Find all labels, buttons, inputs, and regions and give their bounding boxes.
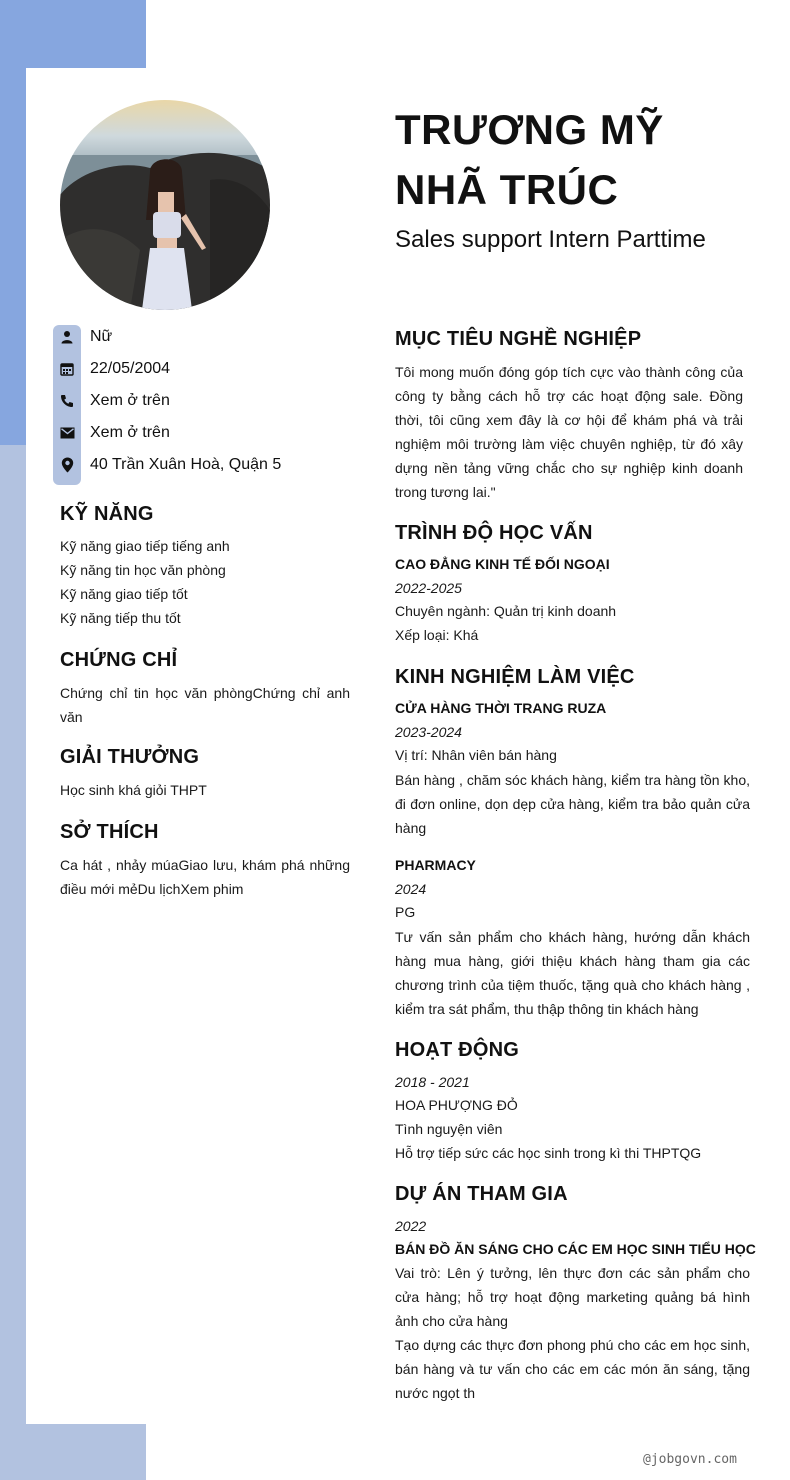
location-icon xyxy=(53,449,81,481)
birthday-value: 22/05/2004 xyxy=(90,360,171,377)
job-title: Sales support Intern Parttime xyxy=(395,226,706,253)
skill-item: Kỹ năng tin học văn phòng xyxy=(60,562,226,578)
hobbies-title: SỞ THÍCH xyxy=(60,821,159,843)
activities-role: Tình nguyện viên xyxy=(395,1121,503,1137)
job-position: PG xyxy=(395,904,416,920)
contact-gender xyxy=(53,321,353,353)
awards-text: Học sinh khá giỏi THPT xyxy=(60,782,207,798)
education-major: Chuyên ngành: Quản trị kinh doanh xyxy=(395,603,617,619)
person-icon xyxy=(53,321,81,353)
skill-item: Kỹ năng tiếp thu tốt xyxy=(60,610,181,626)
project-name: BÁN ĐỒ ĂN SÁNG CHO CÁC EM HỌC SINH TIỂU HỌC xyxy=(395,1241,756,1257)
avatar xyxy=(60,100,270,310)
job-company: PHARMACY xyxy=(395,857,476,873)
education-school: CAO ĐẲNG KINH TẾ ĐỐI NGOẠI xyxy=(395,556,610,572)
job-description: Bán hàng , chăm sóc khách hàng, kiểm tra hàng tồn kho, đi đơn online, dọn dẹp cửa hàng, kiểm tra bảo quản cửa hàng xyxy=(395,772,750,836)
calendar-icon xyxy=(53,353,81,385)
education-period: 2022-2025 xyxy=(395,580,462,596)
skills-title: KỸ NĂNG xyxy=(60,503,154,525)
project-description: Tạo dựng các thực đơn phong phú cho các em học sinh, bán hàng và tư vấn cho các em các món ăn sáng, tặng nước ngọt th xyxy=(395,1337,750,1401)
project-role: Vai trò: Lên ý tưởng, lên thực đơn các sản phẩm cho cửa hàng; hỗ trợ hoạt động marketing quảng bá hình ảnh cho cửa hàng xyxy=(395,1265,750,1329)
email-icon xyxy=(53,417,81,449)
phone-value: Xem ở trên xyxy=(90,392,170,409)
watermark: @jobgovn.com xyxy=(643,1452,737,1467)
address-value: 40 Trần Xuân Hoà, Quận 5 xyxy=(90,456,282,473)
certificates-text: Chứng chỉ tin học văn phòngChứng chỉ anh văn xyxy=(60,685,350,725)
experience-title: KINH NGHIỆM LÀM VIỆC xyxy=(395,666,635,688)
candidate-name: TRƯƠNG MỸ NHÃ TRÚC xyxy=(395,106,664,213)
job-position: Vị trí: Nhân viên bán hàng xyxy=(395,747,557,763)
activities-org: HOA PHƯỢNG ĐỎ xyxy=(395,1097,518,1113)
education-title: TRÌNH ĐỘ HỌC VẤN xyxy=(395,522,593,544)
awards-title: GIẢI THƯỞNG xyxy=(60,746,200,768)
activities-title: HOẠT ĐỘNG xyxy=(395,1039,520,1061)
objective-text: Tôi mong muốn đóng góp tích cực vào thành công của công ty bằng cách hỗ trợ các hoạt động sale. Đồng thời, tôi cũng xem đây là cơ hội để khám phá và trải nghiệm môi trường làm việc chuyên nghiệp, từ đó xây dựng nền tảng vững chắc cho sự nghiệp kinh doanh trong tương lai." xyxy=(395,364,743,500)
project-period: 2022 xyxy=(395,1218,427,1234)
objective-title: MỤC TIÊU NGHỀ NGHIỆP xyxy=(395,328,642,350)
activities-description: Hỗ trợ tiếp sức các học sinh trong kì thi THPTQG xyxy=(395,1145,702,1161)
activities-period: 2018 - 2021 xyxy=(395,1074,470,1090)
email-value: Xem ở trên xyxy=(90,424,170,441)
job-description: Tư vấn sản phẩm cho khách hàng, hướng dẫn khách hàng mua hàng, giới thiệu khách hàng tham gia các chương trình của tiệm thuốc, tặng quà cho khách hàng , kiểm tra sát phẩm, thu thập thông tin khách hàng xyxy=(395,929,750,1017)
education-rank: Xếp loại: Khá xyxy=(395,627,479,643)
contact-phone xyxy=(53,385,353,417)
job-period: 2024 xyxy=(395,881,427,897)
job-period: 2023-2024 xyxy=(395,724,462,740)
job-company: CỬA HÀNG THỜI TRANG RUZA xyxy=(395,700,607,716)
skill-item: Kỹ năng giao tiếp tốt xyxy=(60,586,188,602)
contact-birthday xyxy=(53,353,353,385)
projects-title: DỰ ÁN THAM GIA xyxy=(395,1183,568,1205)
certificates-title: CHỨNG CHỈ xyxy=(60,649,178,671)
skill-item: Kỹ năng giao tiếp tiếng anh xyxy=(60,538,230,554)
phone-icon xyxy=(53,385,81,417)
contact-email xyxy=(53,417,353,449)
gender-value: Nữ xyxy=(90,328,113,345)
contact-address xyxy=(53,449,353,481)
hobbies-text: Ca hát , nhảy múaGiao lưu, khám phá những điều mới mẻDu lịchXem phim xyxy=(60,857,350,897)
